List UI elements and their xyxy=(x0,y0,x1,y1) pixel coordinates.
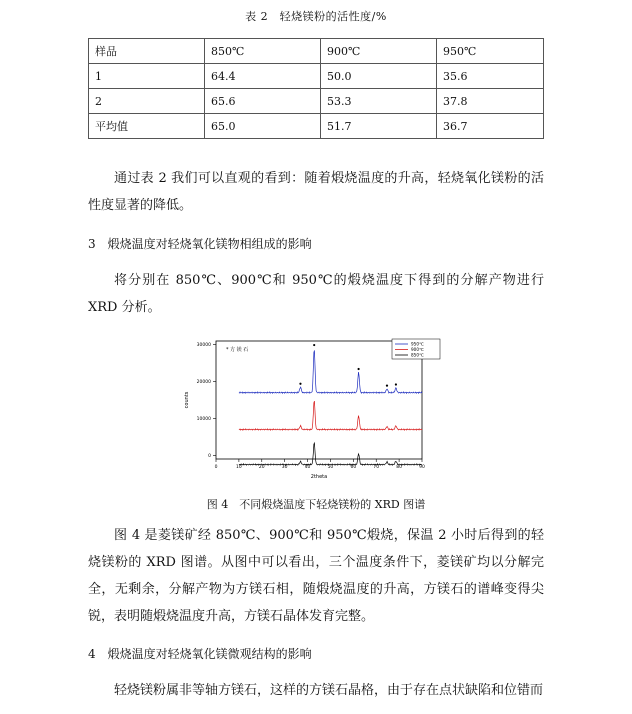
paragraph-2: 将分别在 850℃、900℃和 950℃的煅烧温度下得到的分解产物进行 XRD 分析。 xyxy=(88,273,544,315)
x-tick-label: 10 xyxy=(236,465,242,470)
table-cell: 37.8 xyxy=(437,89,544,114)
plot-frame xyxy=(216,341,422,459)
table-title: 表 2 轻烧镁粉的活性度/% xyxy=(245,10,387,23)
table-cell: 51.7 xyxy=(321,114,437,139)
table-header-cell: 样品 xyxy=(89,39,205,64)
table-cell: 65.6 xyxy=(205,89,321,114)
table-row xyxy=(89,114,544,139)
paragraph-1: 通过表 2 我们可以直观的看到：随着煅烧温度的升高，轻烧氧化镁粉的活性度显著的降低。 xyxy=(88,171,544,213)
table-row xyxy=(89,64,544,89)
table-header-cell: 850℃ xyxy=(205,39,321,64)
legend-entry: 950℃ xyxy=(411,341,424,347)
activity-table xyxy=(88,38,544,139)
table-header-cell: 900℃ xyxy=(321,39,437,64)
section-heading-3: 3 煅烧温度对轻烧氧化镁物相组成的影响 xyxy=(88,237,312,251)
peak-marker xyxy=(313,344,315,346)
x-tick-label: 50 xyxy=(327,465,334,470)
paragraph-3: 图 4 是菱镁矿经 850℃、900℃和 950℃煅烧，保温 2 小时后得到的轻烧镁粉的 XRD 图谱。从图中可以看出，三个温度条件下，菱镁矿均以分解完全，无剩余，分解产物为方镁石相，随煅烧温度的升高，方镁石的谱峰变得尖锐，表明随煅烧温度升高，方镁石晶体发育完整。 xyxy=(88,528,544,624)
y-tick-label: 10000 xyxy=(196,416,211,422)
table-cell: 35.6 xyxy=(437,64,544,89)
x-tick-label: 20 xyxy=(258,465,265,470)
table-cell: 2 xyxy=(89,89,205,114)
table-cell: 50.0 xyxy=(321,64,437,89)
table-row xyxy=(89,89,544,114)
y-tick-label: 20000 xyxy=(196,380,211,386)
legend-entry: 900℃ xyxy=(411,347,424,353)
series-line-900℃ xyxy=(239,401,422,430)
figure-caption: 图 4 不同煅烧温度下轻烧镁粉的 XRD 图谱 xyxy=(206,498,426,511)
x-tick-label: 90 xyxy=(419,465,425,470)
x-tick-label: 60 xyxy=(350,465,357,470)
x-tick-label: 70 xyxy=(373,465,380,470)
table-cell: 65.0 xyxy=(205,114,321,139)
table-cell: 平均值 xyxy=(89,114,205,139)
y-tick-label: 30000 xyxy=(196,343,211,349)
x-tick-label: 0 xyxy=(214,465,218,470)
table-header-row xyxy=(89,39,544,64)
table-cell: 53.3 xyxy=(321,89,437,114)
y-axis-label: counts xyxy=(184,391,190,409)
x-tick-label: 80 xyxy=(396,465,402,470)
table-cell: 36.7 xyxy=(437,114,544,139)
paragraph-4: 轻烧镁粉属非等轴方镁石，这样的方镁石晶格，由于存在点状缺陷和位错而 xyxy=(114,683,544,698)
peak-marker xyxy=(386,385,388,387)
section-heading-4: 4 煅烧温度对轻烧氧化镁微观结构的影响 xyxy=(88,647,312,661)
table-header-cell: 950℃ xyxy=(437,39,544,64)
x-tick-label: 40 xyxy=(304,465,311,470)
legend-entry: 850℃ xyxy=(411,352,424,358)
peak-marker xyxy=(299,383,301,385)
table-cell: 1 xyxy=(89,64,205,89)
x-tick-label: 30 xyxy=(281,465,288,470)
x-axis-label: 2theta xyxy=(310,474,328,480)
y-tick-label: 0 xyxy=(208,453,211,459)
peak-marker xyxy=(395,383,397,385)
table-cell: 64.4 xyxy=(205,64,321,89)
chart-annotation: * 方 镁 石 xyxy=(226,347,249,353)
xrd-chart xyxy=(178,333,454,481)
peak-marker xyxy=(357,368,359,370)
